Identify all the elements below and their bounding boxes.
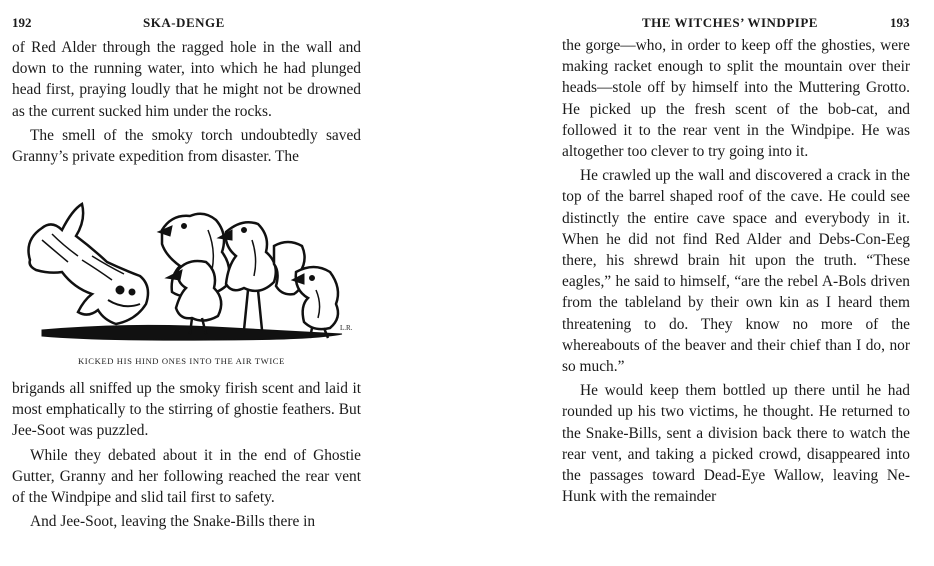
running-head-left: SKA-DENGE xyxy=(143,15,225,30)
paragraph: He crawled up the wall and discovered a crack in the top of the barrel shaped roof of the cave. He could see distinctly the entire cave space and everybody in it. When he did not find Red Alder and Debs-Con-Eeg there, his shrewd brain hit upon the truth. “These eagles,” he said to himself, “are the rebel A-Bols driven from the tableland by their own kin as I heard them threatening to do. They know no more of the whereabouts of the beaver and their chief than I do, nor so much.” xyxy=(562,167,910,376)
paragraph: the gorge—who, in order to keep off the ghosties, were making racket enough to split the mountain over their heads—stole off by himself into the Muttering Grotto. He picked up the fresh scent of the bob-cat, and followed it to the rear vent in the Windpipe. He was altogether too clever to try going into it. xyxy=(562,37,910,161)
page-number-left: 192 xyxy=(12,15,32,30)
paragraph: And Jee-Soot, leaving the Snake-Bills there in xyxy=(30,513,316,531)
right-text xyxy=(562,35,910,507)
paragraph: brigands all sniffed up the smoky firish scent and laid it most emphatically to the stirring of ghostie feathers. But Jee-Soot was puzzled. xyxy=(12,380,361,440)
left-text-bottom xyxy=(12,378,361,532)
illustration-signature: L.R. xyxy=(340,324,353,332)
bobcat-drawing xyxy=(29,204,343,340)
illustration-caption: KICKED HIS HIND ONES INTO THE AIR TWICE xyxy=(78,356,285,366)
running-head-right: THE WITCHES’ WINDPIPE xyxy=(642,15,818,30)
paragraph: While they debated about it in the end of Ghostie Gutter, Granny and her following reached the rear vent of the Windpipe and slid tail first to safety. xyxy=(12,446,361,507)
left-text-top xyxy=(12,37,361,167)
paragraph: of Red Alder through the ragged hole in the wall and down to the running water, into which he had plunged head first, praying loudly that he might not be drowned as the current sucked him under the rocks. xyxy=(12,39,361,120)
right-page xyxy=(467,0,934,566)
page-number-right: 193 xyxy=(890,15,910,30)
paragraph: He would keep them bottled up there until he had rounded up his two victims, he thought. He returned to the Snake-Bills, sent a division back there to watch the rear vent, and taking a picked crowd, disappeared into the passages toward Dead-Eye Wallow, leaving Ne-Hunk with the remainder xyxy=(562,382,910,506)
illustration xyxy=(12,200,362,346)
paragraph: The smell of the smoky torch undoubtedly saved Granny’s private expedition from disaster. The xyxy=(12,126,361,166)
